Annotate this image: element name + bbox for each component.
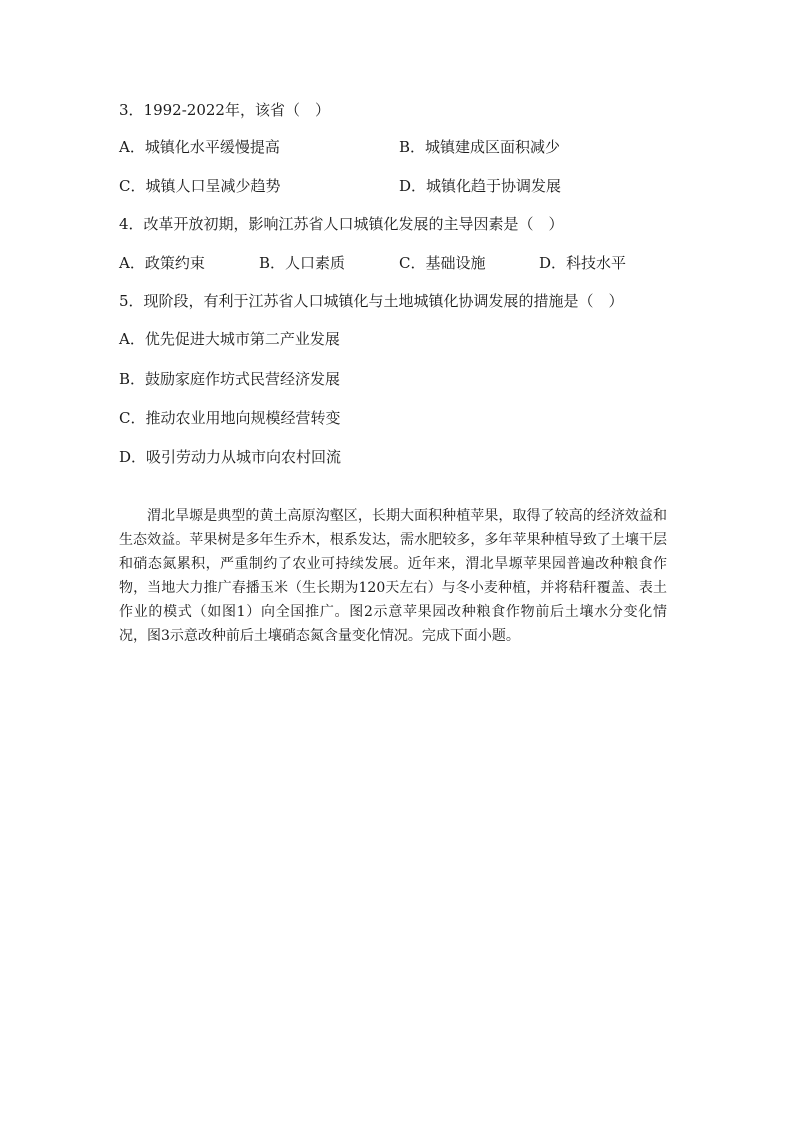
question-4-option-d: D．科技水平 [539,254,627,272]
question-3-option-b: B．城镇建成区面积减少 [399,138,561,156]
question-5-option-c: C．推动农业用地向规模经营转变 [119,409,341,427]
question-5-option-b: B．鼓励家庭作坊式民营经济发展 [119,370,341,388]
reading-passage [119,504,667,648]
question-3-stem: 3．1992-2022年，该省（ ） [119,101,330,119]
question-5-stem: 5．现阶段，有利于江苏省人口城镇化与土地城镇化协调发展的措施是（ ） [119,292,624,310]
question-4-option-a: A．政策约束 [119,254,205,272]
passage-paragraph: 渭北旱塬是典型的黄土高原沟壑区，长期大面积种植苹果，取得了较高的经济效益和生态效益。苹果树是多年生乔木，根系发达，需水肥较多，多年苹果种植导致了土壤干层和硝态氮累积，严重制约了农业可持续发展。近年来，渭北旱塬苹果园普遍改种粮食作物，当地大力推广春播玉米（生长期为120天左右）与冬小麦种植，并将秸秆覆盖、表土作业的模式（如图1）向全国推广。图2示意苹果园改种粮食作物前后土壤水分变化情况，图3示意改种前后土壤硝态氮含量变化情况。完成下面小题。 [119,508,667,644]
question-5-option-d: D．吸引劳动力从城市向农村回流 [119,448,342,466]
question-4-option-b: B．人口素质 [259,254,346,272]
question-4-option-c: C．基础设施 [399,254,486,272]
question-5-option-a: A．优先促进大城市第二产业发展 [119,330,340,348]
question-3-option-a: A．城镇化水平缓慢提高 [119,138,280,156]
question-3-options-row-1 [119,137,280,157]
question-4-stem: 4．改革开放初期，影响江苏省人口城镇化发展的主导因素是（ ） [119,215,564,233]
question-3-option-c: C．城镇人口呈减少趋势 [119,177,281,195]
question-3-option-d: D．城镇化趋于协调发展 [399,177,562,195]
